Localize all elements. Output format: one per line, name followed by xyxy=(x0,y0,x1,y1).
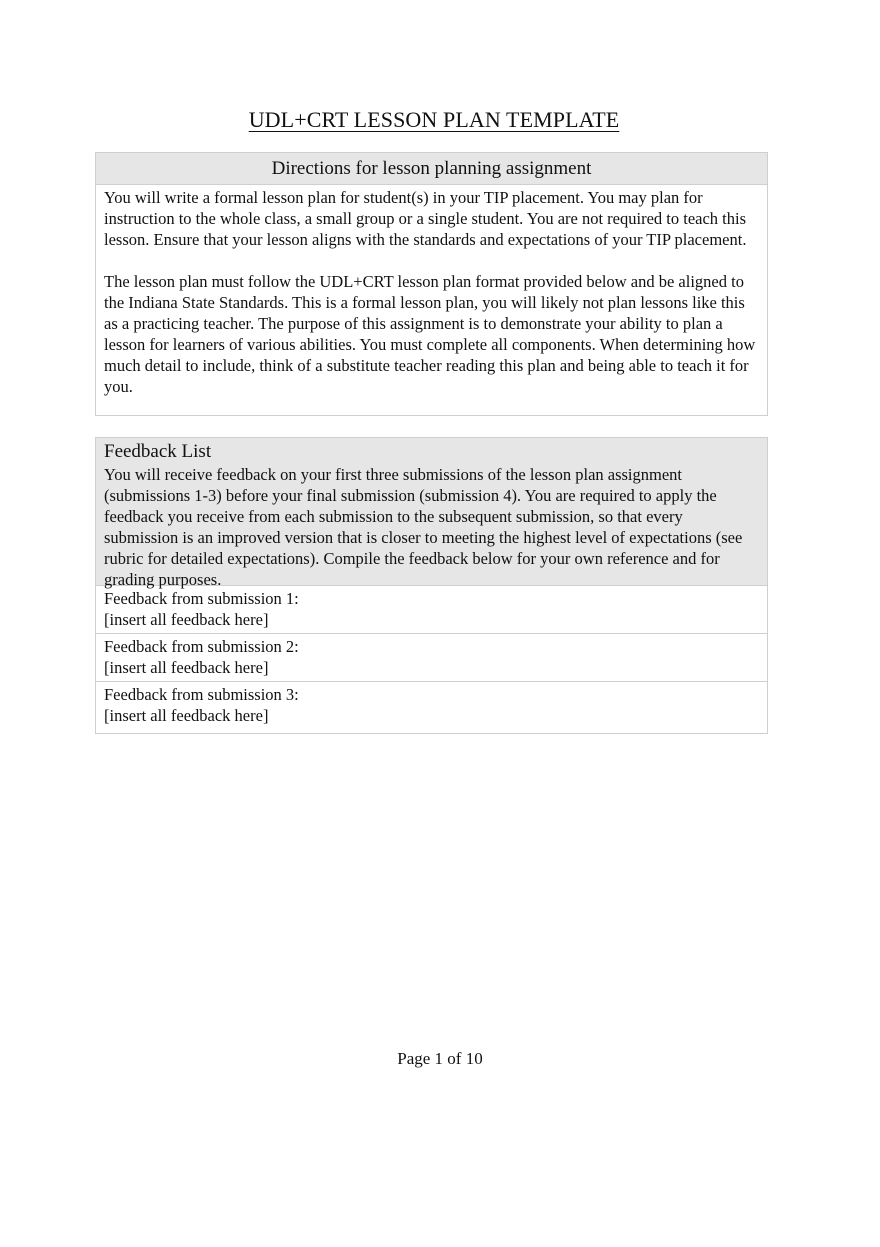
directions-paragraph: You will write a formal lesson plan for student(s) in your TIP placement. You may plan for instruction to the whole class, a small group or a single student. You are not required to teach this lesson. Ensure that your lesson aligns with the standards and expectations of your TIP placement. xyxy=(104,188,747,249)
feedback-row-submission-3[interactable] xyxy=(96,682,767,730)
feedback-row-label: Feedback from submission 1: xyxy=(104,589,299,608)
feedback-row-value[interactable]: [insert all feedback here] xyxy=(104,610,269,629)
page-number: Page 1 of 10 xyxy=(397,1049,483,1068)
page-title xyxy=(0,105,880,135)
feedback-row-submission-1[interactable] xyxy=(96,586,767,634)
feedback-row-value[interactable]: [insert all feedback here] xyxy=(104,658,269,677)
feedback-row-value[interactable]: [insert all feedback here] xyxy=(104,706,269,725)
directions-paragraph: The lesson plan must follow the UDL+CRT lesson plan format provided below and be aligned to the Indiana State Standards. This is a formal lesson plan, you will likely not plan lessons like this as a practicing teacher. The purpose of this assignment is to demonstrate your ability to plan a lesson for learners of various abilities. You must complete all components. When determining how much detail to include, think of a substitute teacher reading this plan and being able to teach it for you. xyxy=(104,272,756,396)
feedback-row-submission-2[interactable] xyxy=(96,634,767,682)
directions-body xyxy=(96,185,767,397)
feedback-row-label: Feedback from submission 2: xyxy=(104,637,299,656)
feedback-row-label: Feedback from submission 3: xyxy=(104,685,299,704)
directions-heading: Directions for lesson planning assignment xyxy=(96,153,767,185)
feedback-list-description: You will receive feedback on your first three submissions of the lesson plan assignment (submissions 1-3) before your final submission (submission 4). You are required to apply the feedback you receive from each submission to the subsequent submission, so that every submission is an improved version that is closer to meeting the highest level of expectations (see rubric for detailed expectations). Compile the feedback below for your own reference and for grading purposes. xyxy=(104,465,743,589)
feedback-list-box xyxy=(95,437,768,734)
directions-box xyxy=(95,152,768,416)
feedback-list-header xyxy=(96,438,767,589)
page-title-text: UDL+CRT LESSON PLAN TEMPLATE xyxy=(248,107,620,132)
feedback-list-heading: Feedback List xyxy=(104,441,212,462)
